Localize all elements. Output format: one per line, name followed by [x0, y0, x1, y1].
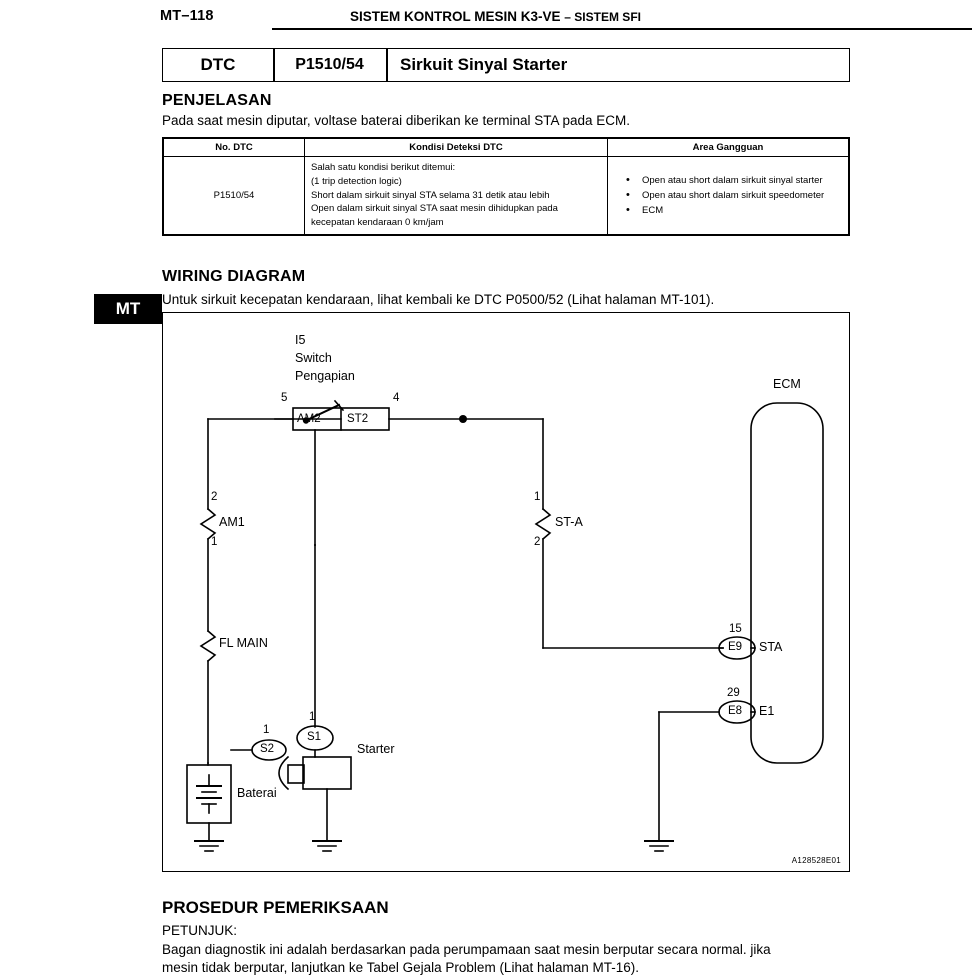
dtc-label: DTC: [200, 55, 236, 74]
dtc-title-bar: [162, 48, 850, 82]
kondisi-line-3: Short dalam sirkuit sinyal STA selama 31 detik atau lebih: [311, 189, 550, 201]
table-header-dtc: No. DTC: [164, 139, 305, 157]
label-sta-top-pin: 1: [534, 491, 541, 503]
figure-code: A128528E01: [791, 856, 841, 865]
label-pin-4: 4: [393, 392, 400, 404]
label-am2: AM2: [297, 413, 321, 425]
prosedur-line-1: Bagan diagnostik ini adalah berdasarkan pada perumpamaan saat mesin berputar secara normal. jika: [162, 942, 771, 957]
kondisi-line-4: Open dalam sirkuit sinyal STA saat mesin dihidupkan pada kecepatan kendaraan 0 km/jam: [311, 203, 558, 229]
starter-body: [303, 757, 351, 789]
label-fl-main: FL MAIN: [219, 636, 268, 650]
table-row: [164, 157, 849, 235]
label-s2-pin: 1: [263, 724, 270, 736]
table-cell-area: [608, 157, 849, 235]
label-switch: Switch: [295, 351, 332, 365]
section-tab-mt: MT: [94, 294, 162, 324]
table-cell-dtc: P1510/54: [164, 157, 305, 235]
label-e1-terminal: E1: [759, 704, 775, 718]
penjelasan-text: Pada saat mesin diputar, voltase baterai diberikan ke terminal STA pada ECM.: [162, 113, 630, 128]
label-pin-5: 5: [281, 392, 288, 404]
dtc-table: [162, 137, 850, 236]
label-e8: E8: [728, 705, 743, 717]
header-rule: [272, 28, 972, 30]
page-number: MT–118: [160, 8, 214, 24]
label-am1: AM1: [219, 515, 245, 529]
kondisi-line-2: (1 trip detection logic): [311, 175, 402, 187]
page-header: [0, 0, 972, 34]
battery-box: [187, 765, 231, 823]
label-st2: ST2: [347, 413, 369, 425]
area-item: • Open atau short dalam sirkuit speedometer: [614, 188, 842, 203]
label-baterai: Baterai: [237, 786, 277, 800]
wiring-diagram-figure: [162, 312, 850, 872]
label-starter: Starter: [357, 742, 395, 756]
label-st-a: ST-A: [555, 515, 583, 529]
label-sta-terminal: STA: [759, 640, 783, 654]
dtc-code: P1510/54: [295, 56, 364, 73]
label-i5: I5: [295, 333, 306, 347]
header-title: [350, 9, 641, 24]
label-am1-bottom-pin: 1: [211, 536, 218, 548]
header-title-sub: – SISTEM SFI: [564, 10, 641, 24]
table-cell-kondisi: [305, 157, 608, 235]
penjelasan-heading: PENJELASAN: [162, 92, 272, 109]
area-item: • Open atau short dalam sirkuit sinyal starter: [614, 173, 842, 188]
prosedur-heading: PROSEDUR PEMERIKSAAN: [162, 898, 389, 917]
table-header-area: Area Gangguan: [608, 139, 849, 157]
kondisi-line-1: Salah satu kondisi berikut ditemui:: [311, 162, 456, 173]
label-s2: S2: [260, 743, 275, 755]
label-ecm: ECM: [773, 377, 801, 391]
wiring-diagram-note: Untuk sirkuit kecepatan kendaraan, lihat kembali ke DTC P0500/52 (Lihat halaman MT-101).: [162, 292, 715, 307]
label-pengapian: Pengapian: [295, 369, 355, 383]
label-e9-pin-number: 15: [729, 623, 742, 635]
label-s1-pin: 1: [309, 711, 316, 723]
wiring-diagram-heading: WIRING DIAGRAM: [162, 268, 306, 285]
label-e8-pin-number: 29: [727, 687, 740, 699]
label-sta-bottom-pin: 2: [534, 536, 541, 548]
petunjuk-label: PETUNJUK:: [162, 923, 238, 938]
prosedur-line-2: mesin tidak berputar, lanjutkan ke Tabel Gejala Problem (Lihat halaman MT-16).: [162, 960, 640, 976]
table-header-row: [164, 139, 849, 157]
header-title-main: SISTEM KONTROL MESIN K3-VE: [350, 9, 561, 24]
dtc-name: Sirkuit Sinyal Starter: [400, 55, 568, 74]
label-am1-top-pin: 2: [211, 491, 218, 503]
label-e9: E9: [728, 641, 743, 653]
label-s1: S1: [307, 731, 322, 743]
area-item: • ECM: [614, 203, 842, 218]
table-header-kondisi: Kondisi Deteksi DTC: [305, 139, 608, 157]
